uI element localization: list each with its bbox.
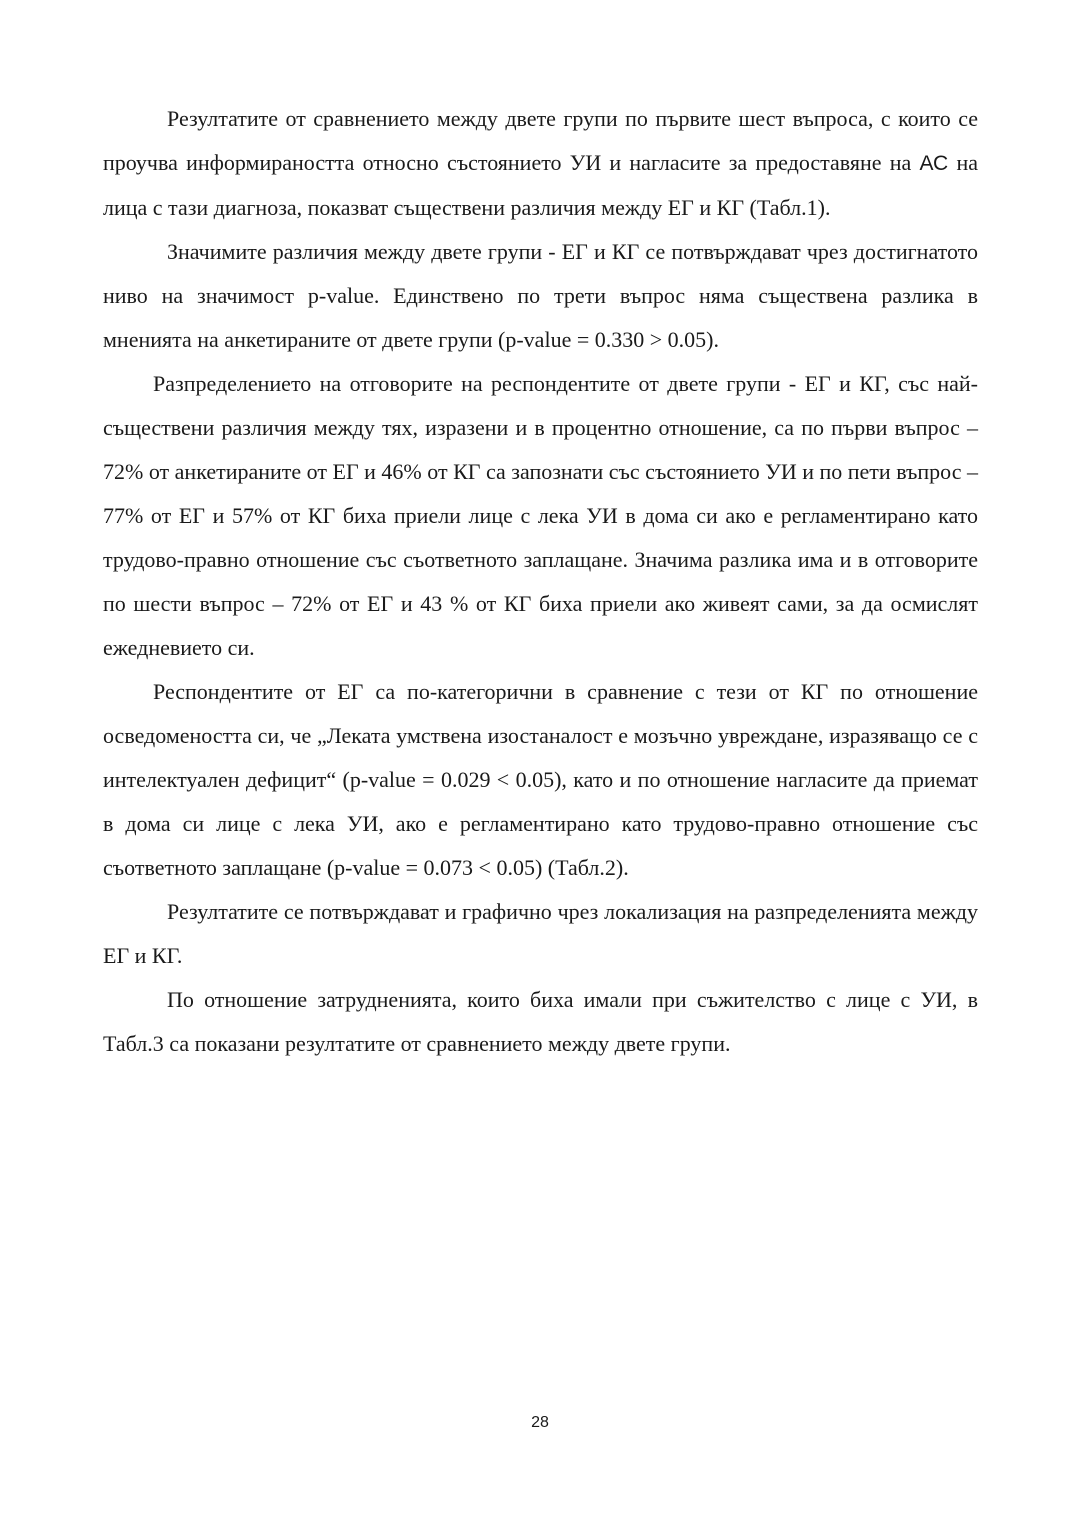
paragraph-6: По отношение затрудненията, които биха имали при съжителство с лице с УИ, в Табл.3 са показани резултатите от сравнението между двете групи.	[103, 987, 978, 1056]
paragraph-1-text-end: на лица с тази диагноза, показват съществени различия между ЕГ и КГ (Табл.1).	[103, 150, 978, 220]
document-body	[103, 97, 978, 1066]
paragraph-1	[103, 97, 978, 230]
paragraph-1-text-start: Резултатите от сравнението между двете групи по първите шест въпроса, с които се проучва информираността относно състоянието УИ и нагласите за предоставяне на	[103, 106, 978, 175]
page-number: 28	[531, 1414, 549, 1431]
abbreviation-as: АС	[919, 152, 949, 175]
paragraph-2: Значимите различия между двете групи - ЕГ и КГ се потвърждават чрез достигнатото ниво на значимост p-value. Единствено по трети въпрос няма съществена разлика в мненията на анкетираните от двете групи (p-value = 0.330 > 0.05).	[103, 239, 978, 352]
paragraph-3: Разпределението на отговорите на респондентите от двете групи - ЕГ и КГ, със най-съществени различия между тях, изразени и в процентно отношение, са по първи въпрос – 72% от анкетираните от ЕГ и 46% от КГ са запознати със състоянието УИ и по пети въпрос – 77% от ЕГ и 57% от КГ биха приели лице с лека УИ в дома си ако е регламентирано като трудово-правно отношение със съответното заплащане. Значима разлика има и в отговорите по шести въпрос – 72% от ЕГ и 43 % от КГ биха приели ако живеят сами, за да осмислят ежедневието си.	[103, 371, 978, 660]
paragraph-4: Респондентите от ЕГ са по-категорични в сравнение с тези от КГ по отношение осведомеността си, че „Леката умствена изостаналост е мозъчно увреждане, изразяващо се с интелектуален дефицит“ (p-value = 0.029 < 0.05), като и по отношение нагласите да приемат в дома си лице с лека УИ, ако е регламентирано като трудово-правно отношение със съответното заплащане (p-value = 0.073 < 0.05) (Табл.2).	[103, 679, 978, 880]
paragraph-5: Резултатите се потвърждават и графично чрез локализация на разпределенията между ЕГ и КГ.	[103, 899, 978, 968]
